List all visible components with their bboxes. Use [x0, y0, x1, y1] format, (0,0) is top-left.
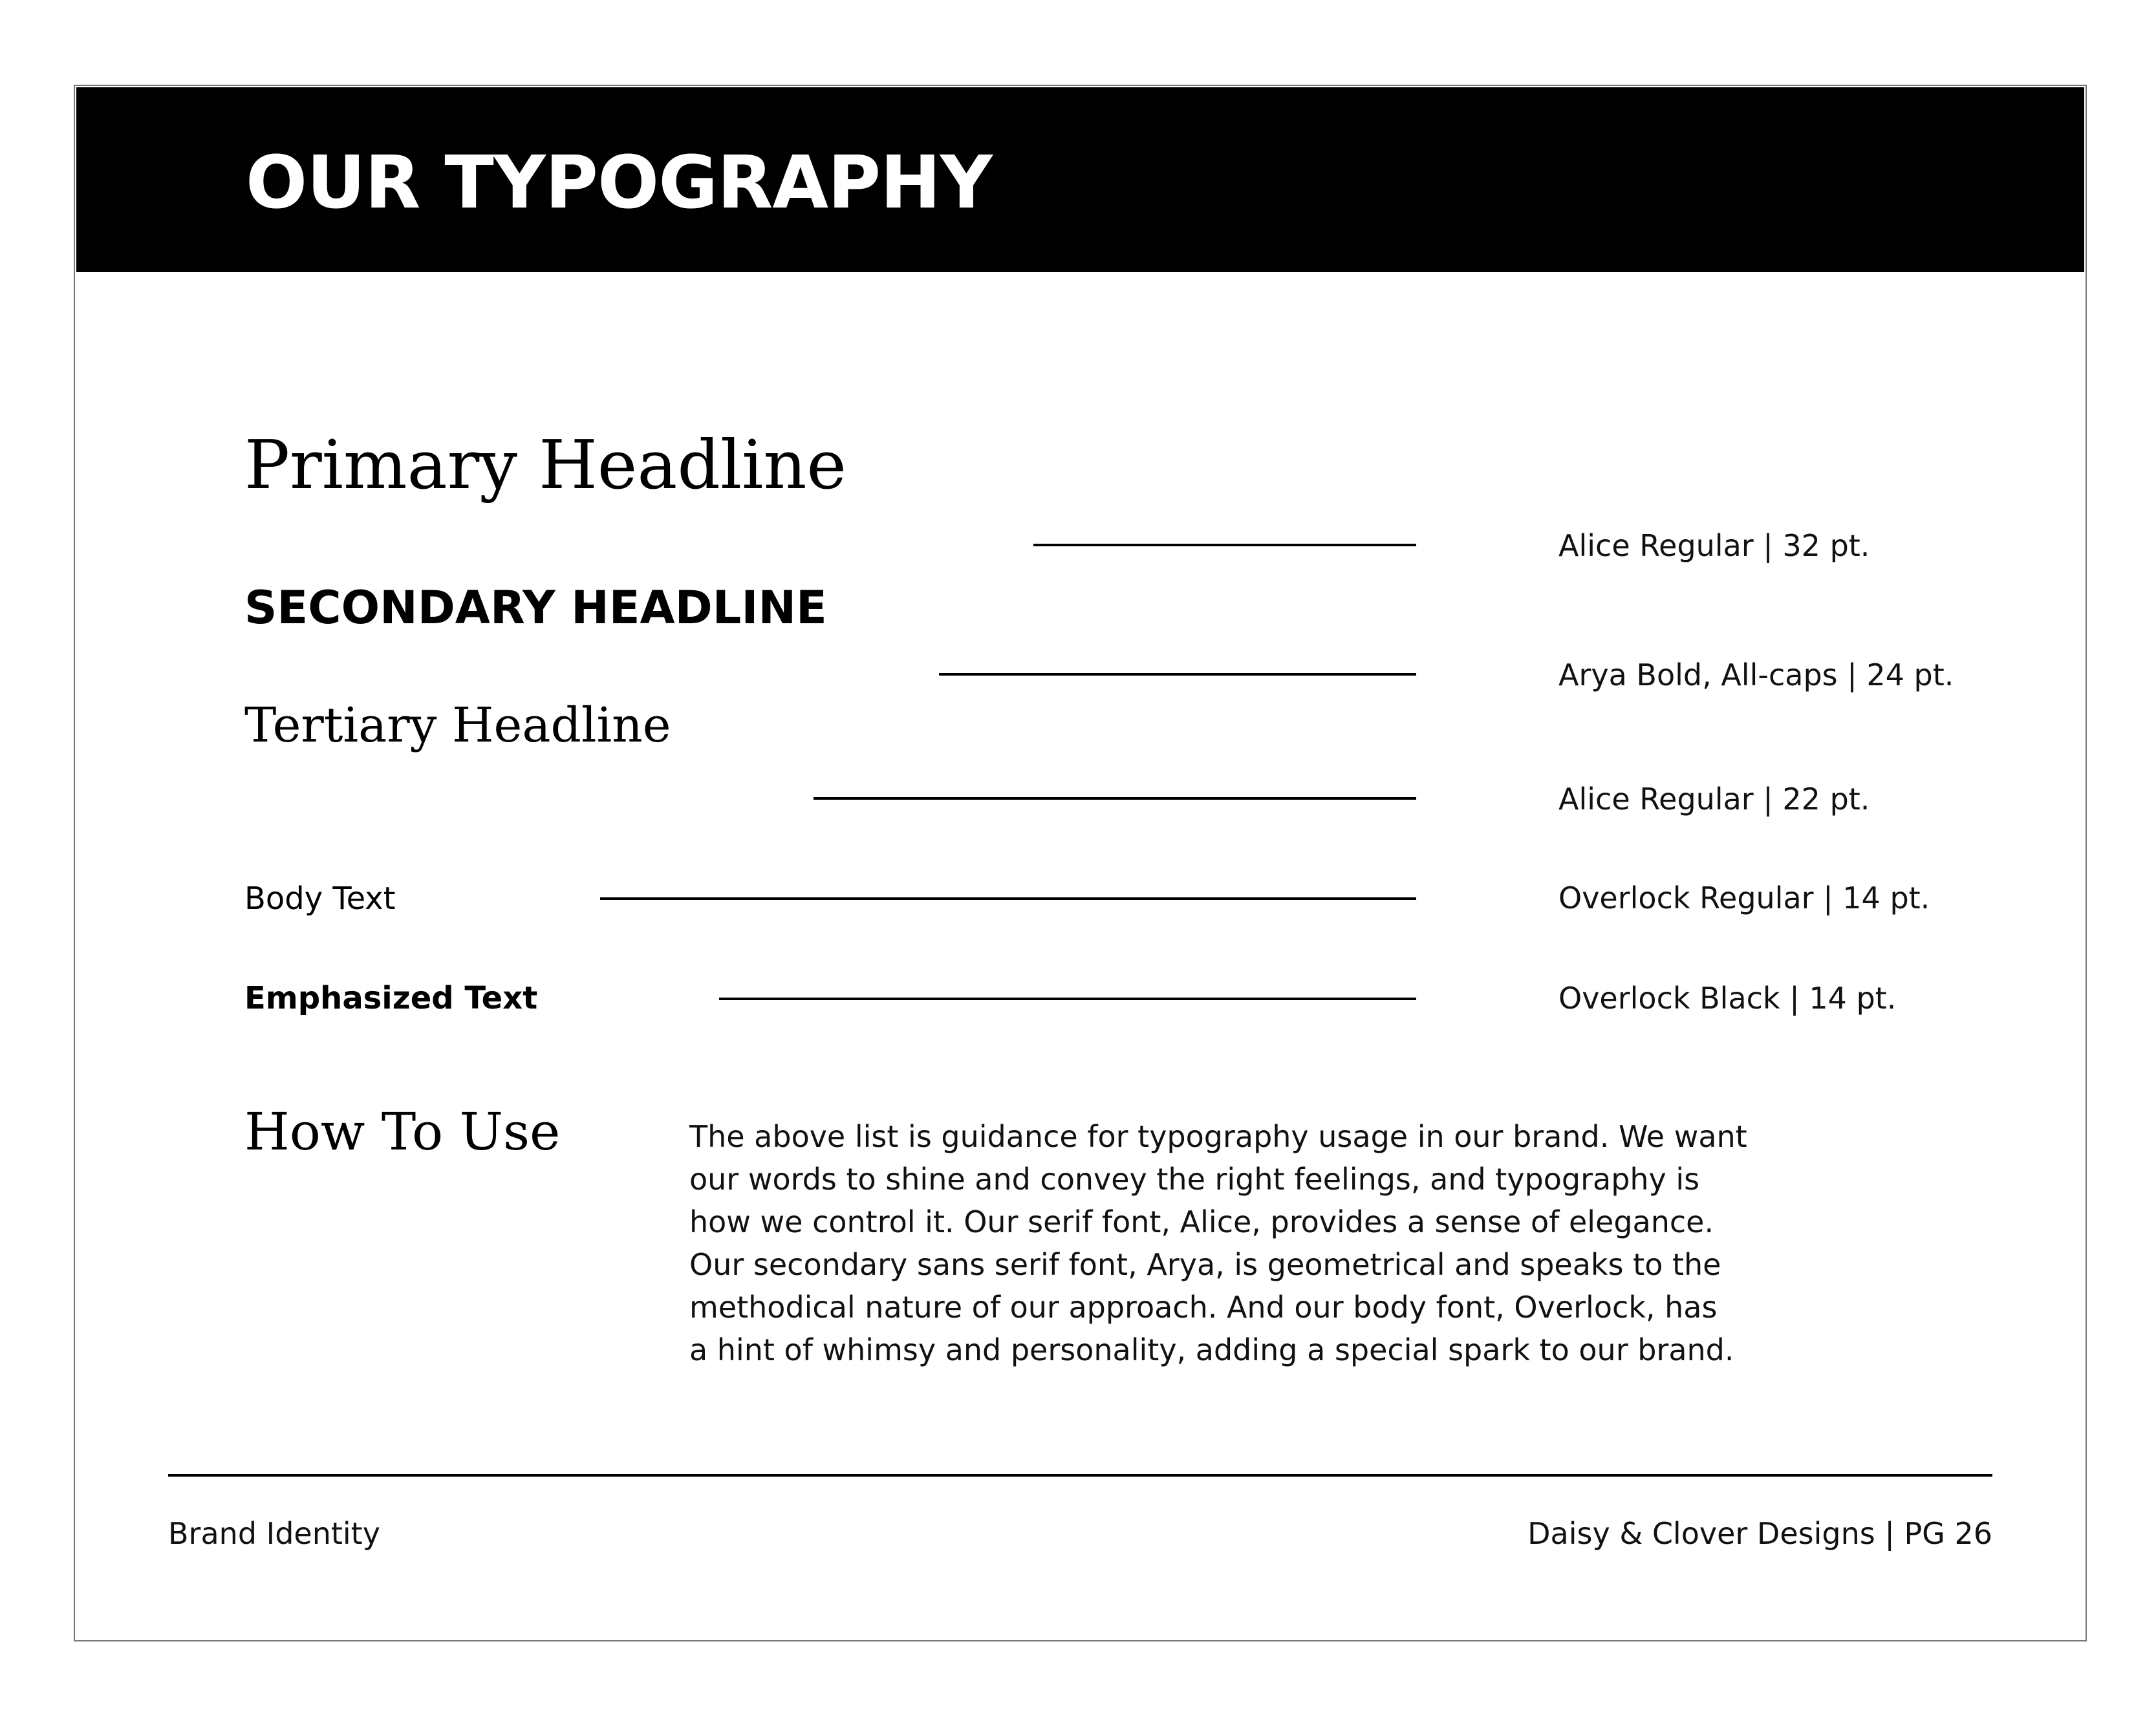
- footer-divider: [168, 1474, 1992, 1477]
- header-bar: [76, 87, 2084, 272]
- leader-line: [719, 998, 1416, 1000]
- body-text-spec: Overlock Regular | 14 pt.: [1558, 881, 1930, 915]
- tertiary-headline-spec: Alice Regular | 22 pt.: [1558, 782, 1870, 817]
- type-spec-row-primary: [244, 425, 2086, 563]
- paragraph-line: The above list is guidance for typography usage in our brand. We want: [689, 1119, 1747, 1154]
- primary-headline-sample: Primary Headline: [244, 425, 846, 504]
- footer-page-info: Daisy & Clover Designs | PG 26: [1527, 1516, 1992, 1551]
- leader-line: [814, 797, 1416, 800]
- type-spec-row-secondary: [244, 581, 2086, 692]
- page-title: OUR TYPOGRAPHY: [246, 141, 992, 225]
- tertiary-headline-sample: Tertiary Headline: [244, 698, 671, 753]
- paragraph-line: our words to shine and convey the right feelings, and typography is: [689, 1162, 1700, 1197]
- paragraph-line: a hint of whimsy and personality, adding a special spark to our brand.: [689, 1332, 1734, 1367]
- paragraph-line: how we control it. Our serif font, Alice, provides a sense of elegance.: [689, 1204, 1714, 1239]
- type-spec-row-emphasized: [244, 920, 2086, 1016]
- type-spec-row-tertiary: [244, 698, 2086, 817]
- paragraph-line: methodical nature of our approach. And our body font, Overlock, has: [689, 1290, 1718, 1325]
- leader-line: [1033, 544, 1416, 546]
- emphasized-text-sample: Emphasized Text: [244, 980, 538, 1016]
- footer-section-label: Brand Identity: [168, 1516, 380, 1551]
- how-to-use-title: How To Use: [244, 1102, 561, 1162]
- emphasized-text-spec: Overlock Black | 14 pt.: [1558, 981, 1897, 1016]
- secondary-headline-sample: SECONDARY HEADLINE: [244, 581, 827, 634]
- body-text-sample: Body Text: [244, 881, 396, 917]
- primary-headline-spec: Alice Regular | 32 pt.: [1558, 528, 1870, 563]
- document-page: [74, 85, 2087, 1641]
- how-to-use-paragraph: [689, 1115, 1747, 1371]
- leader-line: [939, 673, 1416, 676]
- paragraph-line: Our secondary sans serif font, Arya, is geometrical and speaks to the: [689, 1247, 1721, 1282]
- leader-line: [600, 897, 1416, 900]
- secondary-headline-spec: Arya Bold, All-caps | 24 pt.: [1558, 657, 1954, 692]
- type-spec-row-body: [244, 817, 2086, 917]
